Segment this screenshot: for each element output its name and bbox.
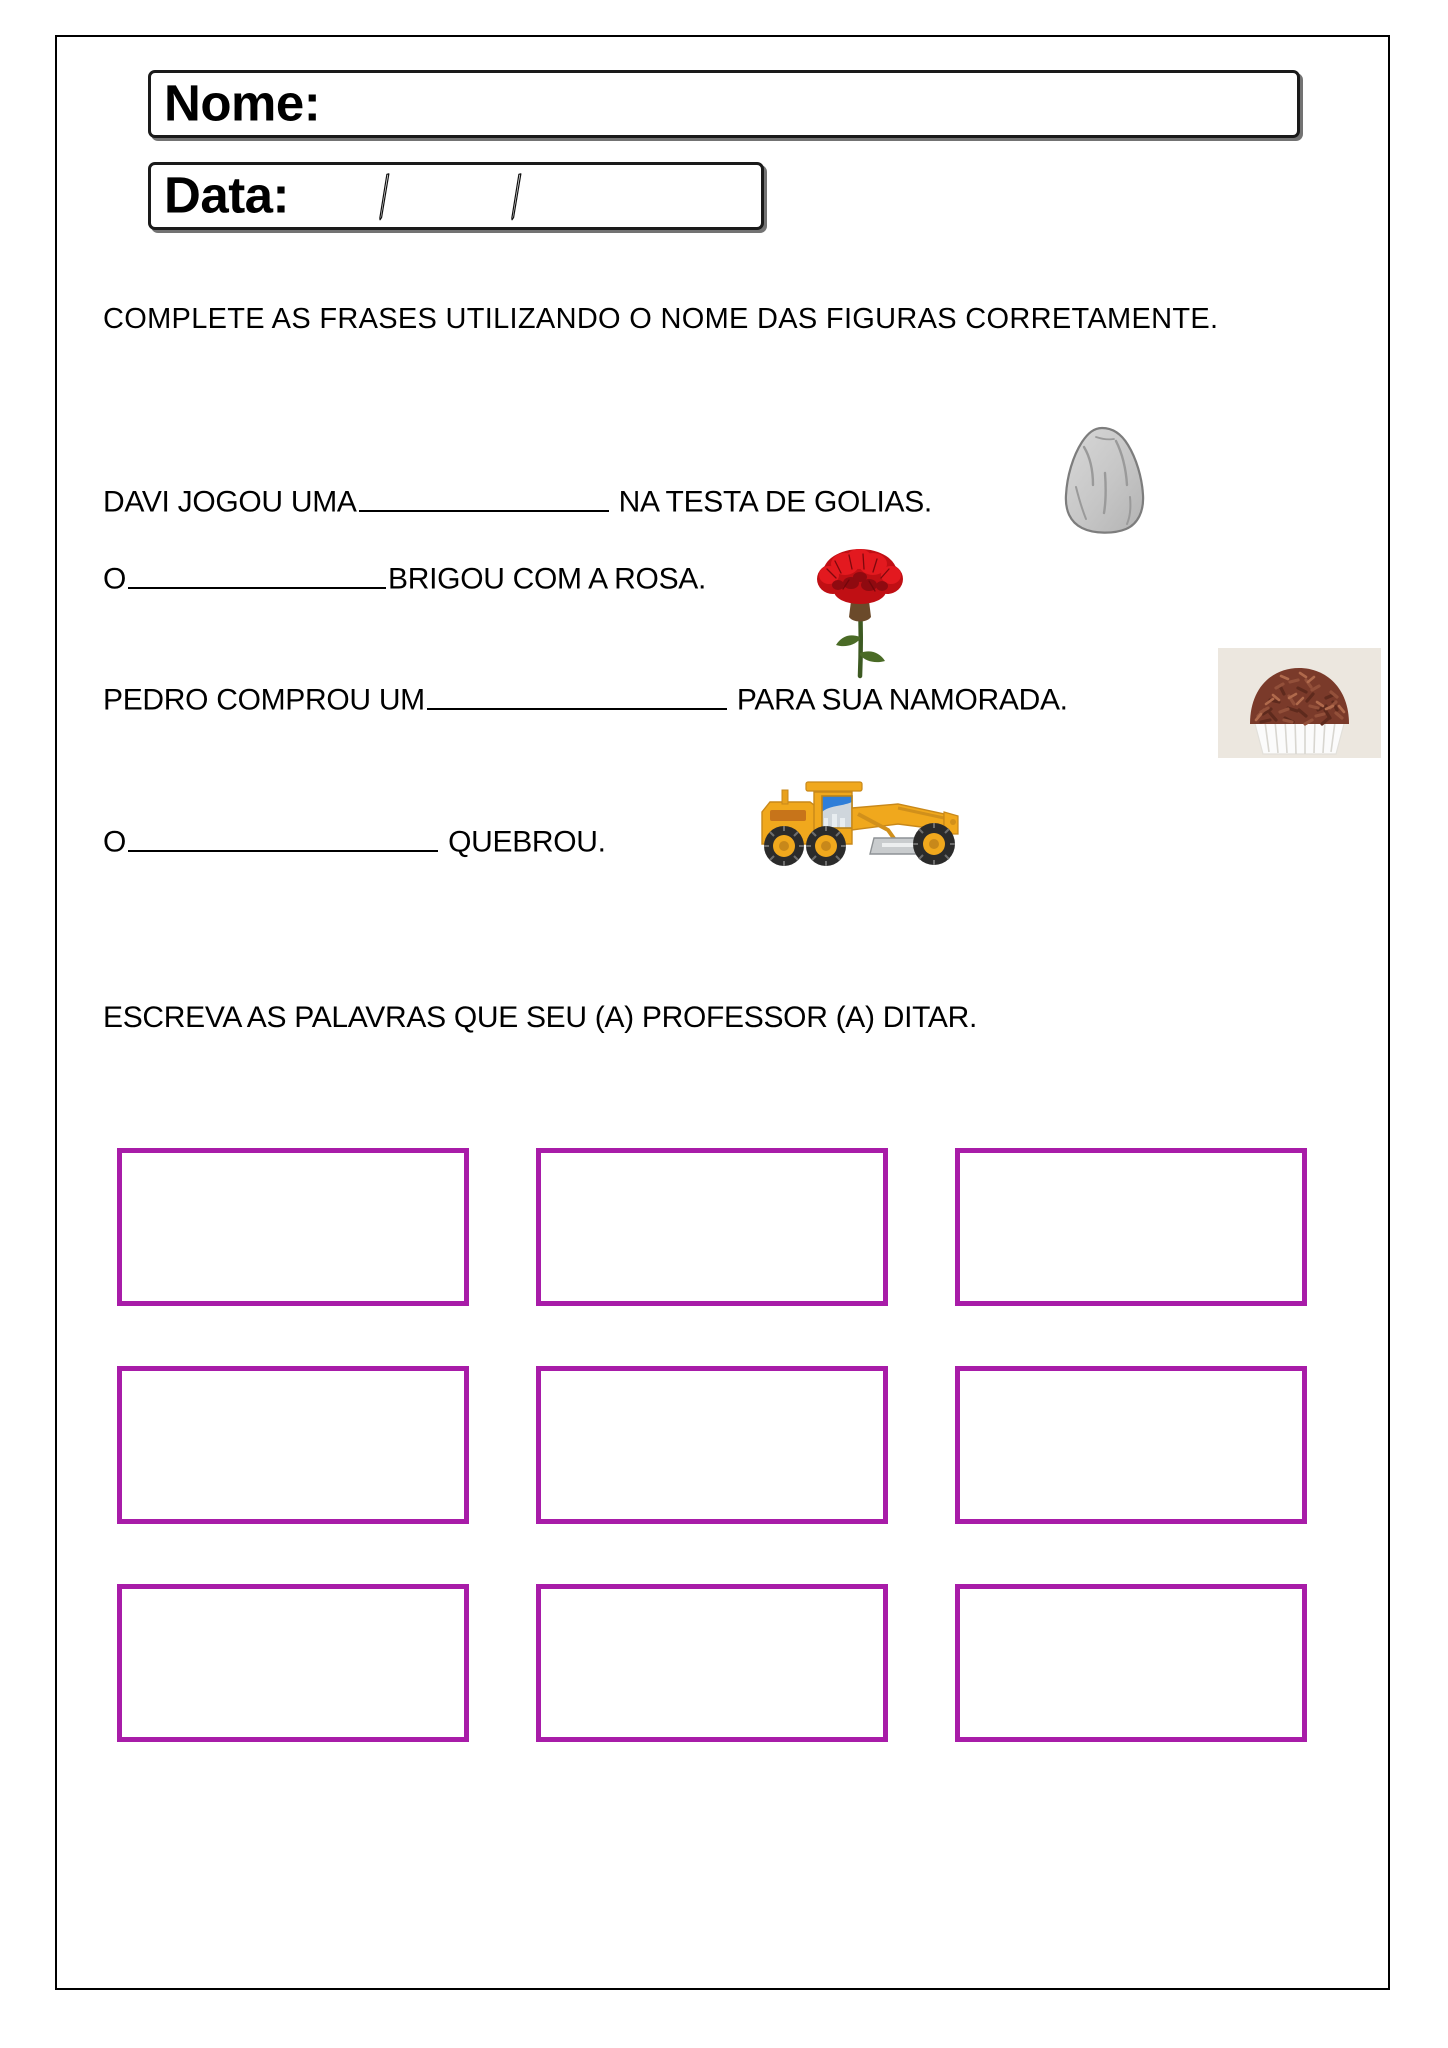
date-slash-icon-2	[511, 173, 523, 225]
fill-in-sentence-1	[103, 478, 932, 521]
dictation-instruction-text: ESCREVA AS PALAVRAS QUE SEU (A) PROFESSOR (A) DITAR.	[103, 1001, 978, 1034]
sentence-2-before: O	[103, 562, 127, 596]
sentence-3-after: PARA SUA NAMORADA.	[728, 683, 1068, 717]
sentence-4-before: O	[103, 825, 127, 859]
word-box-3[interactable]	[955, 1148, 1307, 1306]
sentence-4-after: QUEBROU.	[440, 825, 606, 859]
sentence-4-blank[interactable]	[128, 818, 438, 852]
word-box-2[interactable]	[536, 1148, 888, 1306]
fill-in-sentence-3	[103, 676, 1068, 719]
word-box-9[interactable]	[955, 1584, 1307, 1742]
date-field[interactable]	[148, 162, 764, 230]
name-field-label: Nome:	[164, 74, 321, 132]
rock-image	[1060, 425, 1150, 535]
word-box-7[interactable]	[117, 1584, 469, 1742]
name-field[interactable]	[148, 70, 1300, 138]
main-instruction-text: COMPLETE AS FRASES UTILIZANDO O NOME DAS FIGURAS CORRETAMENTE.	[103, 303, 1219, 335]
word-boxes-grid	[117, 1148, 1337, 1742]
word-box-1[interactable]	[117, 1148, 469, 1306]
date-field-label: Data:	[164, 166, 290, 224]
fill-in-sentence-4	[103, 818, 606, 861]
sentence-1-after: NA TESTA DE GOLIAS.	[610, 485, 932, 519]
sentence-3-before: PEDRO COMPROU UM	[103, 683, 425, 717]
word-box-4[interactable]	[117, 1366, 469, 1524]
sentence-2-after: BRIGOU COM A ROSA.	[388, 562, 707, 596]
grader-image	[748, 768, 968, 873]
sentence-2-blank[interactable]	[128, 555, 386, 589]
sentence-3-blank[interactable]	[427, 676, 727, 710]
flower-image	[805, 533, 915, 681]
word-box-6[interactable]	[955, 1366, 1307, 1524]
brigadeiro-image	[1218, 648, 1381, 758]
date-slash-icon-1	[379, 173, 391, 225]
sentence-1-blank[interactable]	[359, 478, 609, 512]
fill-in-sentence-2	[103, 555, 706, 598]
word-box-8[interactable]	[536, 1584, 888, 1742]
sentence-1-before: DAVI JOGOU UMA	[103, 485, 357, 519]
word-box-5[interactable]	[536, 1366, 888, 1524]
